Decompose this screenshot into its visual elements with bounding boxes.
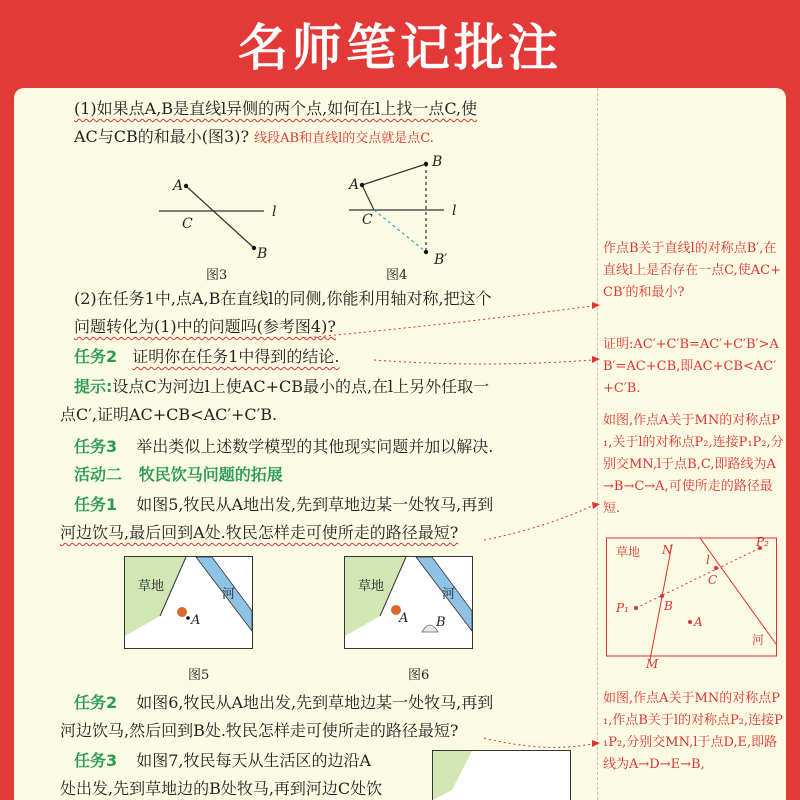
mfig-label-n: N xyxy=(662,543,673,557)
mfig-p1p2 xyxy=(636,548,760,608)
fig3-label-a: A xyxy=(173,178,184,194)
task-2b-label: 任务2 xyxy=(74,693,118,712)
connector-1-arrow-icon xyxy=(592,302,600,309)
fig6-grass-label: 草地 xyxy=(358,579,385,594)
task-1b-label: 任务1 xyxy=(74,495,118,514)
activity-2-title: 活动二 牧民饮马问题的拓展 xyxy=(74,465,283,484)
figure-5-caption: 图5 xyxy=(188,668,210,683)
problem-2-text-2: 问题转化为(1)中的问题吗(参考图4)? xyxy=(74,317,336,336)
fig3-label-l: l xyxy=(272,204,277,220)
figure-3-caption: 图3 xyxy=(206,268,228,283)
mfig-label-p2: P₂ xyxy=(756,536,769,549)
margin-note-4: 如图,作点A关于MN的对称点P₁,作点B关于l的对称点P₂,连接P₁P₂,分别交MN,l于点D,E,即路线为A→D→E→B, xyxy=(603,691,783,772)
banner-title: 名师笔记批注 xyxy=(238,19,562,77)
mfig-label-b: B xyxy=(664,599,673,613)
task-1b-text-2: 河边饮马,最后回到A处.牧民怎样走可使所走的路径最短? xyxy=(60,523,459,542)
mfig-label-a: A xyxy=(694,615,703,629)
mfig-point-c xyxy=(714,566,718,570)
margin-note-2: 证明:AC′+C′B=AC′+C′B′>AB′=AC+CB,即AC+CB<AC′+C′B. xyxy=(603,337,779,396)
fig5-river-label: 河 xyxy=(222,587,236,602)
mfig-label-l: l xyxy=(706,553,710,567)
task-2b-text: 如图6,牧民从A地出发,先到草地边某一处牧马,再到 xyxy=(136,693,494,712)
task-3b-label: 任务3 xyxy=(74,751,118,770)
hint-label: 提示: xyxy=(74,377,113,396)
textbook-page xyxy=(14,88,786,800)
mfig-point-p1 xyxy=(634,606,638,610)
mfig-label-m: M xyxy=(646,657,659,670)
fig6-label-a: A xyxy=(399,611,409,626)
margin-note-3: 如图,作点A关于MN的对称点P₁,关于l的对称点P₂,连接P₁P₂,分别交MN,l于点B,C,即路线为A→B→C→A,可使所走的路径最短. xyxy=(603,413,784,516)
problem-2-text: (2)在任务1中,点A,B在直线l的同侧,你能利用轴对称,把这个 xyxy=(74,289,492,308)
mfig-river-label: 河 xyxy=(752,633,765,647)
figure-6-caption: 图6 xyxy=(408,668,430,683)
margin-note-1: 作点B关于直线l的对称点B′,在直线l上是否存在一点C,使AC+CB′的和最小? xyxy=(603,241,782,300)
fig4-label-c: C xyxy=(362,212,373,228)
fig4-label-bp: B′ xyxy=(434,252,448,268)
task-3b-text: 如图7,牧民每天从生活区的边沿A xyxy=(136,751,372,770)
hint-text-2: 点C′,证明AC+CB<AC′+C′B. xyxy=(60,405,278,424)
task-2b-text-2: 河边饮马,然后回到B处.牧民怎样走可使所走的路径最短? xyxy=(60,721,459,740)
fig3-label-b: B xyxy=(257,246,268,262)
fig4-label-b: B xyxy=(432,154,443,170)
mfig-line-river xyxy=(700,538,776,644)
connector-3-arrow-icon xyxy=(592,502,600,509)
task-3b-text-2: 处出发,先到草地边的B处牧马,再到河边C处饮 xyxy=(60,779,383,798)
fig4-label-l: l xyxy=(452,203,457,219)
task-1b-text: 如图5,牧民从A地出发,先到草地边某一处牧马,再到 xyxy=(136,495,494,514)
title-banner xyxy=(0,0,800,88)
fig3-label-c: C xyxy=(182,216,193,232)
connector-3 xyxy=(484,506,592,540)
connector-2-arrow-icon xyxy=(592,356,600,363)
mfig-label-p1: P₁ xyxy=(616,601,629,615)
margin-figure xyxy=(606,536,782,670)
figure-4-caption: 图4 xyxy=(386,268,408,283)
fig6-river-label: 河 xyxy=(442,587,456,602)
fig4-label-a: A xyxy=(349,177,360,193)
task-2-text: 证明你在任务1中得到的结论. xyxy=(132,347,340,366)
problem-1-text-2: AC与CB的和最小(图3)? xyxy=(74,127,250,146)
task-3-text: 举出类似上述数学模型的其他现实问题并加以解决. xyxy=(136,437,494,456)
task-3-label: 任务3 xyxy=(74,437,118,456)
mfig-grass-label: 草地 xyxy=(616,545,641,559)
connector-4 xyxy=(484,738,592,747)
connector-1 xyxy=(304,306,592,338)
fig5-grass-label: 草地 xyxy=(138,579,165,594)
hint-text: 设点C为河边l上使AC+CB最小的点,在l上另外任取一 xyxy=(112,377,490,396)
fig5-label-a: A xyxy=(191,613,201,628)
mfig-point-a xyxy=(688,620,692,624)
fig6-label-b: B xyxy=(436,615,446,630)
connector-2 xyxy=(374,360,592,364)
connector-4-arrow-icon xyxy=(592,740,600,747)
task-2-label: 任务2 xyxy=(74,347,118,366)
mfig-point-b xyxy=(660,594,664,598)
problem-1-text: (1)如果点A,B是直线l异侧的两个点,如何在l上找一点C,使 xyxy=(74,99,478,118)
problem-1-annotation: 线段AB和直线l的交点就是点C. xyxy=(254,131,434,146)
mfig-label-c: C xyxy=(708,573,718,587)
